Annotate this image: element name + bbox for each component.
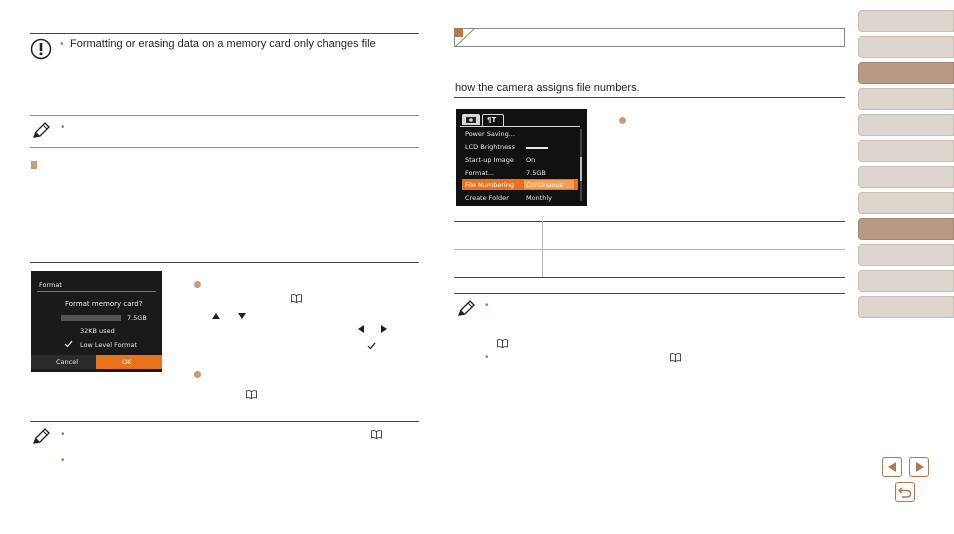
right-note-bullet-1: • bbox=[485, 300, 489, 311]
menu-label: Power Saving... bbox=[465, 130, 515, 138]
sidebar-tab-3[interactable] bbox=[858, 62, 954, 84]
table-column-divider bbox=[542, 221, 543, 277]
down-arrow-icon bbox=[238, 313, 246, 319]
caution-bullet: • bbox=[60, 39, 64, 50]
sidebar-tab-8[interactable] bbox=[858, 192, 954, 214]
rule-1 bbox=[30, 115, 419, 116]
format-title: Format bbox=[39, 281, 62, 289]
format-title-rule bbox=[37, 291, 156, 292]
sidebar-tab-1[interactable] bbox=[858, 10, 954, 32]
sidebar-tab-2[interactable] bbox=[858, 36, 954, 58]
menu-scroll-thumb bbox=[580, 157, 582, 181]
cancel-label: Cancel bbox=[56, 358, 79, 366]
left-arrow-icon bbox=[358, 325, 364, 333]
page-ref-book-icon bbox=[497, 339, 508, 348]
prev-arrow-icon bbox=[888, 462, 896, 472]
sidebar-tab-12[interactable] bbox=[858, 296, 954, 318]
pencil-note-icon bbox=[31, 427, 51, 447]
menu-row-startup-image bbox=[462, 155, 578, 165]
menu-row-file-numbering bbox=[462, 179, 578, 190]
page-ref-book-icon bbox=[246, 390, 257, 399]
prev-page-button[interactable] bbox=[882, 457, 902, 477]
table-rule-mid bbox=[454, 249, 845, 250]
section-header-bar bbox=[454, 28, 845, 47]
sidebar-tab-4[interactable] bbox=[858, 88, 954, 110]
intro-text: how the camera assigns file numbers. bbox=[455, 82, 640, 94]
used-value: 32KB used bbox=[80, 327, 115, 335]
checkbox-check-icon bbox=[64, 340, 73, 348]
note-bullet: • bbox=[61, 122, 65, 133]
ok-label: OK bbox=[122, 358, 132, 366]
table-rule-bottom bbox=[454, 277, 845, 278]
table-rule-top bbox=[454, 221, 845, 222]
rule-right-2 bbox=[454, 293, 845, 294]
menu-value: On bbox=[526, 156, 536, 164]
capacity-bar bbox=[61, 315, 121, 321]
menu-value: Monthly bbox=[526, 194, 553, 202]
note2-bullet-2: • bbox=[61, 455, 65, 466]
sidebar-tab-7[interactable] bbox=[858, 166, 954, 188]
up-arrow-icon bbox=[212, 313, 220, 319]
cancel-button bbox=[31, 355, 96, 369]
step-bullet-right bbox=[619, 117, 626, 124]
step-bullet-2 bbox=[194, 371, 201, 378]
right-note-bullet-2: • bbox=[485, 352, 489, 363]
sidebar-tab-9[interactable] bbox=[858, 218, 954, 240]
menu-label: Create Folder bbox=[465, 194, 509, 202]
back-button[interactable] bbox=[895, 482, 915, 502]
menu-label: LCD Brightness bbox=[465, 143, 515, 151]
settings-icon: ¶T bbox=[487, 116, 497, 124]
menu-row-power-saving bbox=[462, 129, 578, 139]
format-screen bbox=[31, 271, 162, 372]
right-arrow-icon bbox=[381, 325, 387, 333]
brightness-bar bbox=[526, 147, 548, 149]
page-ref-book-icon bbox=[371, 430, 382, 439]
next-arrow-icon bbox=[916, 462, 924, 472]
top-rule-left bbox=[30, 33, 419, 34]
capacity-value: 7.5GB bbox=[127, 314, 147, 322]
sidebar-tab-10[interactable] bbox=[858, 244, 954, 266]
rule-2 bbox=[30, 147, 419, 148]
menu-value-box bbox=[524, 180, 574, 189]
menu-value: Continuous bbox=[526, 181, 563, 189]
step-bullet-1 bbox=[194, 281, 201, 288]
menu-row-create-folder bbox=[462, 193, 578, 203]
sidebar-tab-5[interactable] bbox=[858, 114, 954, 136]
page-ref-book-icon bbox=[670, 353, 681, 362]
menu-label: Start-up Image bbox=[465, 156, 514, 164]
camera-icon bbox=[466, 116, 476, 123]
sidebar-tab-11[interactable] bbox=[858, 270, 954, 292]
menu-screen bbox=[456, 109, 587, 206]
rule-right-1 bbox=[454, 97, 845, 98]
menu-row-format bbox=[462, 168, 578, 178]
menu-value: 7.5GB bbox=[526, 169, 546, 177]
ok-button bbox=[96, 355, 162, 369]
rule-4 bbox=[30, 421, 419, 422]
page-ref-book-icon bbox=[291, 294, 302, 303]
low-level-label: Low Level Format bbox=[80, 341, 137, 349]
menu-row-lcd-brightness bbox=[462, 142, 578, 152]
sidebar-tab-6[interactable] bbox=[858, 140, 954, 162]
menu-tab-rule bbox=[460, 126, 580, 127]
menu-scrollbar bbox=[580, 129, 582, 201]
format-question: Format memory card? bbox=[65, 300, 143, 308]
note2-bullet-1: • bbox=[61, 429, 65, 440]
pencil-note-icon bbox=[31, 121, 51, 141]
section-header-slant bbox=[455, 28, 477, 47]
checkmark-icon bbox=[367, 342, 376, 350]
next-page-button[interactable] bbox=[909, 457, 929, 477]
caution-text: Formatting or erasing data on a memory card only changes file bbox=[70, 38, 376, 50]
rule-3 bbox=[30, 262, 419, 263]
pencil-note-icon bbox=[456, 299, 476, 319]
menu-label: File Numbering bbox=[465, 181, 515, 189]
return-icon bbox=[898, 485, 912, 499]
tab-camera bbox=[462, 114, 480, 125]
caution-icon bbox=[30, 38, 52, 60]
menu-label: Format... bbox=[465, 169, 495, 177]
section-marker bbox=[31, 161, 37, 169]
